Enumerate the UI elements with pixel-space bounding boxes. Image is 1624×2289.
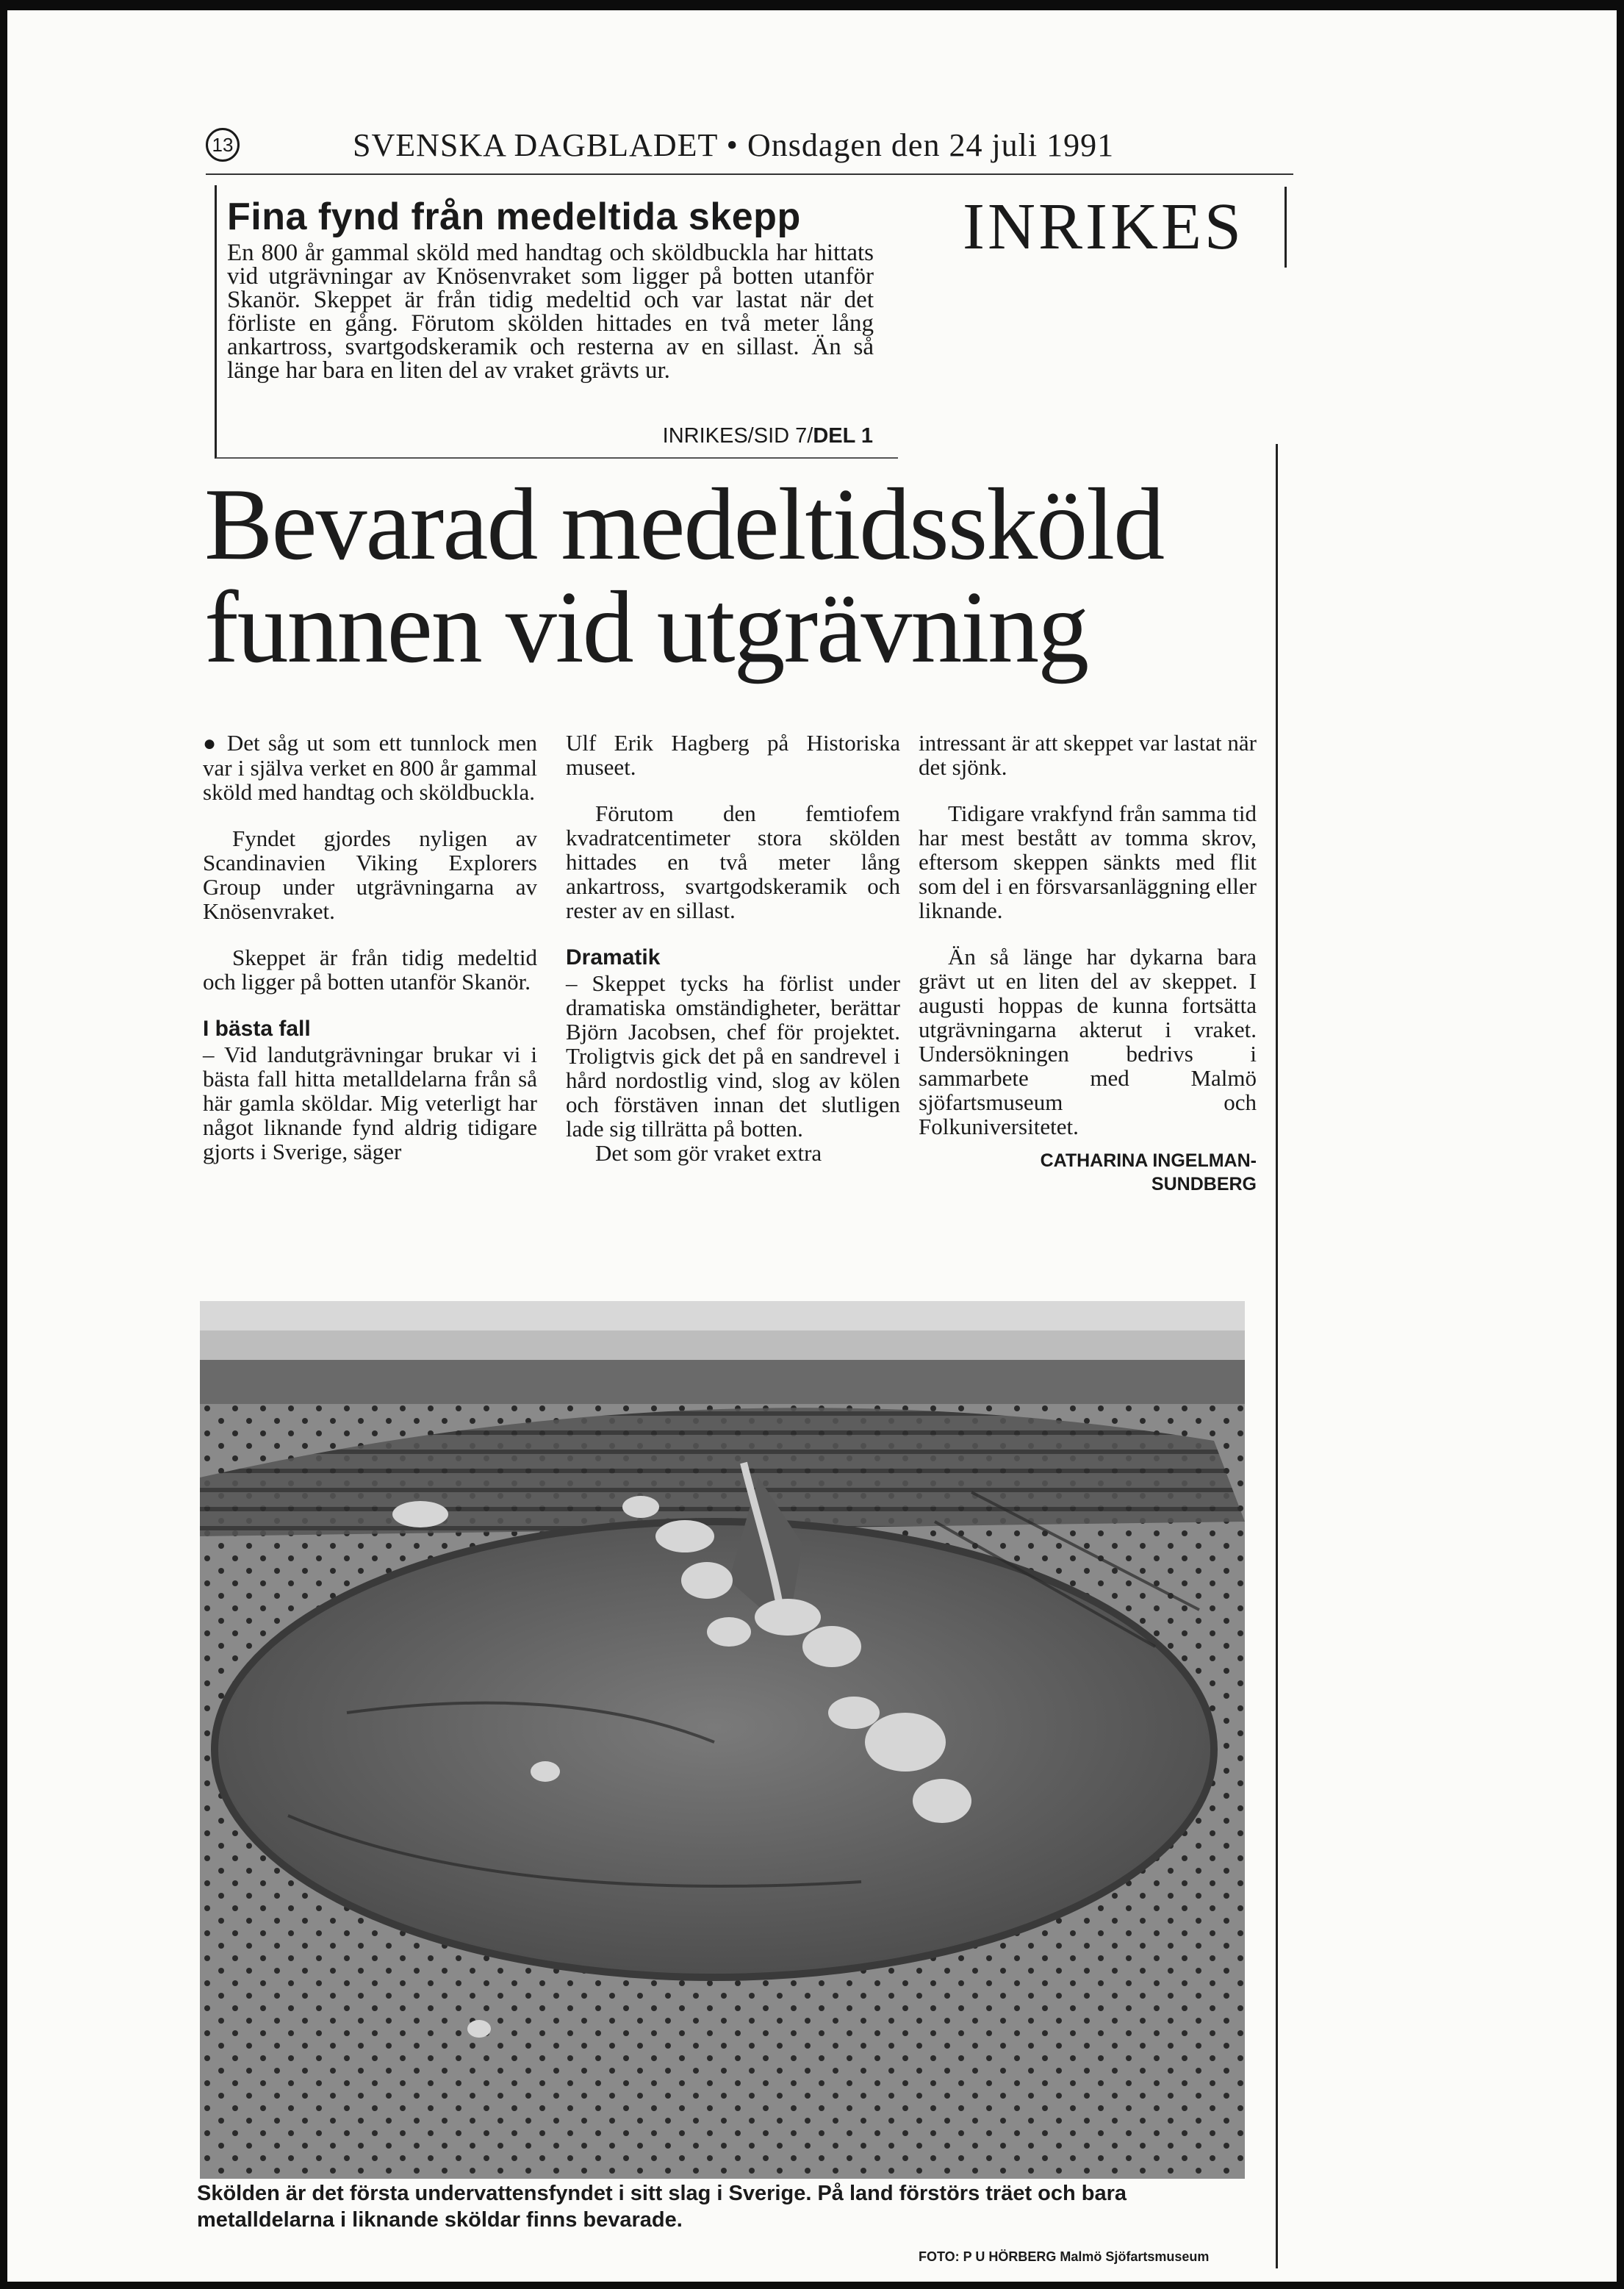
byline-line-2: SUNDBERG [1151,1174,1257,1194]
paragraph: Ulf Erik Hagberg på Historiska museet. [566,730,900,780]
section-divider [1285,187,1287,268]
paragraph: intressant är att skeppet var lastat när det sjönk. [919,730,1257,780]
masthead-rule [206,173,1293,175]
byline-line-1: CATHARINA INGELMAN- [1040,1150,1257,1171]
page-number-badge: 13 [206,128,240,162]
subheading: Dramatik [566,945,661,970]
photo-caption: Skölden är det första undervattensfyndet i sitt slag i Sverige. På land förstörs träet och bara metalldelarna i liknande sköldar finns bevarade. [197,2182,1127,2232]
article-column-3 [919,731,1257,1196]
paragraph: Än så länge har dykarna bara grävt ut en liten del av skeppet. I augusti hoppas de kunna fortsätta utgrävningarna akterut i vraket. Undersökningen bedrivs i sammarbete med Malmö sjöfartsmuseum och Folkuniversitetet. [919,944,1257,1139]
teaser-page-reference [663,424,873,448]
lead-paragraph [203,731,537,804]
headline-line-1: Bevarad medeltidssköld [204,468,1164,581]
teaser-title: Fina fynd från medeltida skepp [227,196,801,238]
paragraph: – Vid landutgrävningar brukar vi i bästa fall hitta metalldelarna från så här gamla sköldar. Mig veterligt har något liknande fynd aldrig tidigare gjorts i Sverige, säger [203,1042,537,1164]
lead-text: Det såg ut som ett tunnlock men var i själva verket en 800 år gammal sköld med handtag och sköldbuckla. [203,730,538,805]
teaser-box [215,185,898,459]
paragraph: Skeppet är från tidig medeltid och ligger på botten utanför Skanör. [203,945,537,995]
section-label: INRIKES [963,190,1244,263]
newspaper-clipping [7,10,1617,2282]
paragraph: Det som gör vraket extra [595,1140,822,1166]
headline [204,468,1262,684]
shield-photo-image [200,1301,1245,2179]
photo-credit: FOTO: P U HÖRBERG Malmö Sjöfartsmuseum [919,2249,1210,2264]
article-column-2 [566,731,900,1165]
teaser-ref-prefix: INRIKES/SID 7/ [662,424,813,448]
teaser-body: En 800 år gammal sköld med handtag och sköldbuckla har hittats vid utgrävningar av Knösenvraket som ligger på botten utanför Skanör. Skeppet är från tidig medeltid och var lastat när det förliste en gång. Förutom skölden hittades en två meter lång ankartross, svartgodskeramik och resterna av en sillast. Än så länge har bara en liten del av vraket grävts ur. [227,240,874,384]
column-rule-right [1276,444,1278,2268]
masthead-text: SVENSKA DAGBLADET • Onsdagen den 24 juli 1991 [353,127,1115,163]
paragraph: – Skeppet tycks ha förlist under dramatiska omständigheter, berättar Björn Jacobsen, chef för projektet. Troligtvis gick det på en sandrevel i hård nordostlig vind, slog av kölen och förstäven innan det slutligen lade sig tillrätta på botten. [566,970,900,1142]
shield-photo [200,1301,1245,2179]
subheading: I bästa fall [203,1017,311,1041]
headline-line-2: funnen vid utgrävning [204,570,1088,684]
byline [919,1149,1257,1196]
teaser-ref-part: DEL 1 [813,424,873,448]
paragraph: Tidigare vrakfynd från samma tid har mest bestått av tomma skrov, eftersom skeppen sänkts med flit som del i en försvarsanläggning eller liknande. [919,800,1257,923]
paragraph: Förutom den femtiofem kvadratcentimeter stora skölden hittades en två meter lång ankartross, svartgodskeramik och rester av en sillast. [566,800,900,923]
article-column-1 [203,731,537,1164]
bullet-icon: ● [203,731,219,756]
masthead [206,126,1293,171]
paragraph: Fyndet gjordes nyligen av Scandinavien Viking Explorers Group under utgrävningarna av Knösenvraket. [203,825,537,924]
